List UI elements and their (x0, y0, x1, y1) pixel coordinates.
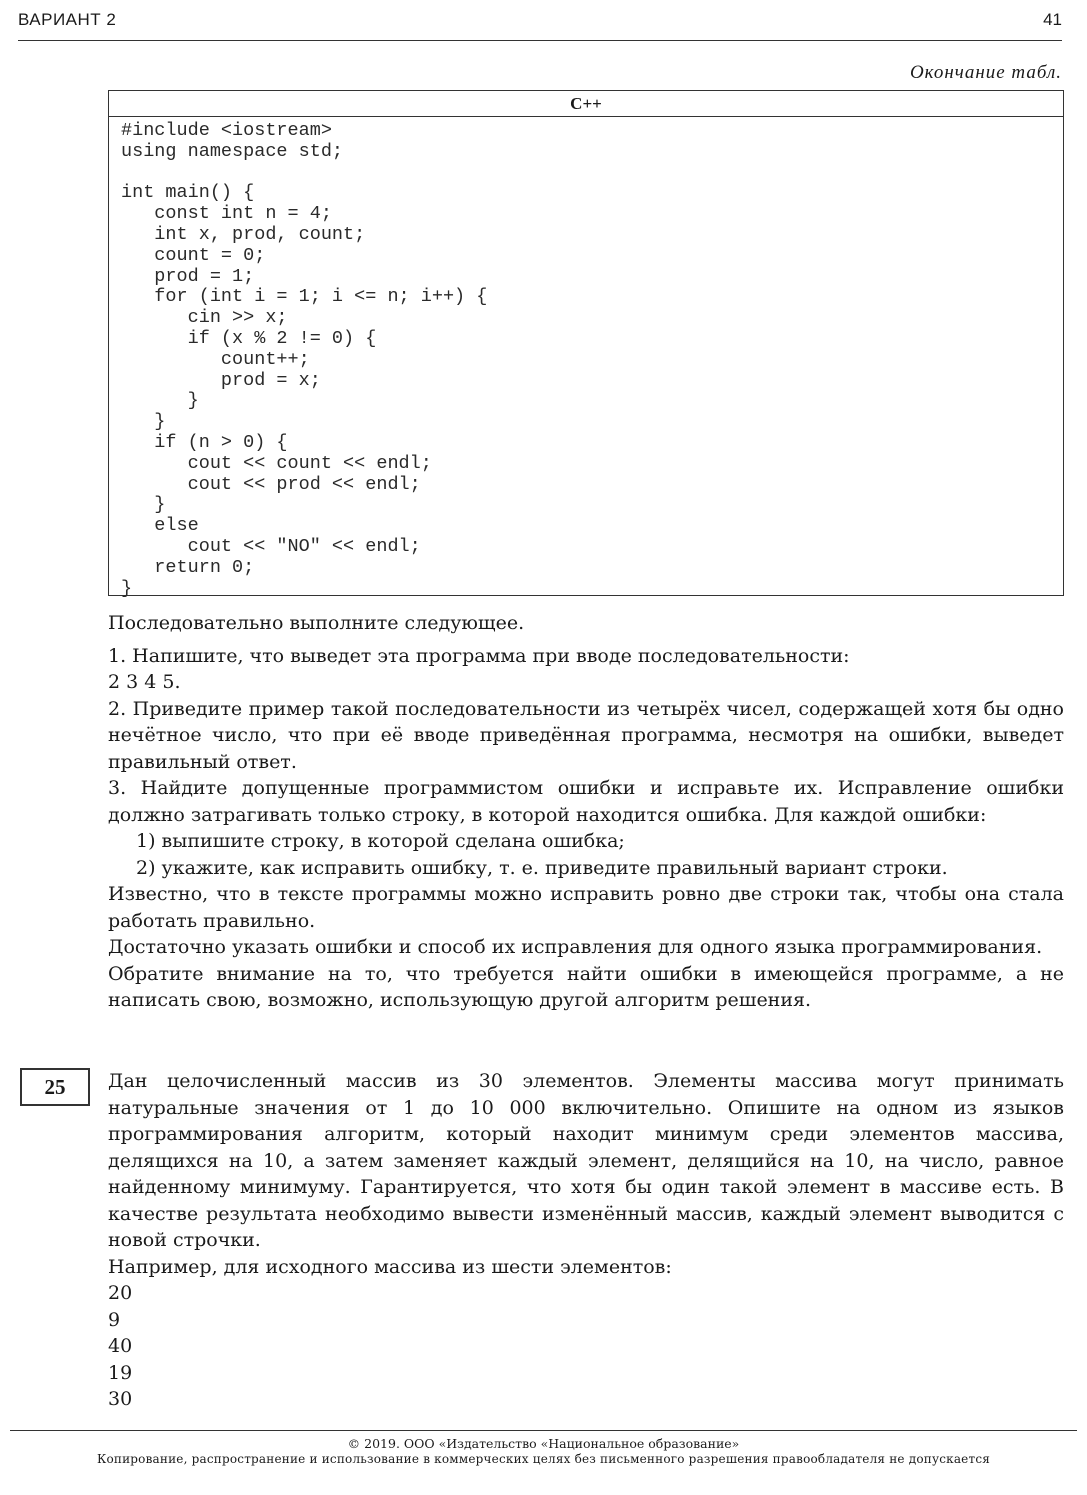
task25-example-intro: Например, для исходного массива из шести элементов: (108, 1255, 672, 1278)
task24-item-3: 3. Найдите допущенные программистом ошибки и исправьте их. Исправление ошибки должно затрагивать только строку, в которой находится ошибка. Для каждой ошибки: (108, 777, 1064, 826)
example-value: 30 (108, 1388, 133, 1410)
footer-notice: Копирование, распространение и использование в коммерческих целях без письменного разрешения правообладателя не допускается (96, 1452, 991, 1466)
task24-note-1: Известно, что в тексте программы можно исправить ровно две строки так, чтобы она стала работать правильно. (108, 883, 1064, 932)
code-line: count++; (121, 348, 310, 370)
code-line: cout << "NO" << endl; (121, 535, 421, 557)
code-line: cout << prod << endl; (121, 473, 421, 495)
code-line: } (121, 411, 166, 433)
code-line: using namespace std; (121, 140, 344, 162)
code-line: cin >> x; (121, 307, 288, 329)
task24-note-3: Обратите внимание на то, что требуется найти ошибки в имеющейся программе, а не написать свою, возможно, использующую другой алгоритм решения. (108, 962, 1064, 1011)
task25-content (108, 1068, 1064, 1413)
code-table (108, 90, 1064, 599)
task24-item-1-sequence: 2 3 4 5. (108, 671, 181, 693)
code-line: return 0; (121, 556, 255, 578)
task-number-badge: 25 (20, 1068, 90, 1106)
example-value: 20 (108, 1282, 133, 1304)
code-line (121, 163, 1063, 184)
code-line: } (121, 494, 166, 516)
task24-note-2: Достаточно указать ошибки и способ их исправления для одного языка программирования. (108, 936, 1043, 958)
code-line: if (x % 2 != 0) { (121, 327, 377, 349)
table-continuation-label: Окончание табл. (909, 62, 1062, 83)
code-line: prod = x; (121, 369, 321, 391)
task24-subitem-1: 1) выпишите строку, в которой сделана ошибка; (136, 830, 625, 852)
footer-divider (10, 1430, 1077, 1431)
code-line: int x, prod, count; (121, 223, 366, 245)
code-listing (109, 117, 1063, 599)
code-line: else (121, 515, 199, 537)
page-number: 41 (1043, 10, 1062, 29)
variant-label: ВАРИАНТ 2 (18, 10, 117, 29)
task24-subitem-2: 2) укажите, как исправить ошибку, т. е. приведите правильный вариант строки. (136, 856, 948, 879)
code-line: const int n = 4; (121, 203, 332, 225)
code-line: for (int i = 1; i <= n; i++) { (121, 286, 488, 308)
code-line: } (121, 577, 133, 599)
task25-statement: Дан целочисленный массив из 30 элементов. Элементы массива могут принимать натуральные значения от 1 до 10 000 включительно. Опишите на одном из языков программирования алгоритм, который находит минимум среди элементов массива, делящихся на 10, а затем заменяет каждый элемент, делящийся на 10, на число, равное найденному минимуму. Гарантируется, что хотя бы один такой элемент в массиве есть. В качестве результата необходимо вывести изменённый массив, каждый элемент выводится с новой строчки. (108, 1070, 1064, 1251)
task24-intro: Последовательно выполните следующее. (108, 612, 525, 634)
footer-copyright: © 2019. ООО «Издательство «Национальное образование» (347, 1436, 740, 1451)
code-line: } (121, 390, 199, 412)
code-line: count = 0; (121, 244, 266, 266)
code-line: cout << count << endl; (121, 452, 432, 474)
task24-item-2: 2. Приведите пример такой последовательности из четырёх чисел, содержащей хотя бы одно нечётное число, что при её вводе приведённая программа, несмотря на ошибки, выведет правильный ответ. (108, 697, 1064, 773)
header-divider (18, 40, 1062, 41)
code-line: if (n > 0) { (121, 431, 288, 453)
task24-instructions (108, 610, 1064, 1014)
example-value: 9 (108, 1308, 121, 1331)
code-language-header: C++ (109, 91, 1063, 117)
example-value: 19 (108, 1361, 133, 1384)
example-value: 40 (108, 1335, 133, 1357)
code-line: #include <iostream> (121, 120, 332, 141)
code-line: int main() { (121, 182, 255, 204)
code-line: prod = 1; (121, 265, 255, 287)
task24-item-1: 1. Напишите, что выведет эта программа при вводе последовательности: (108, 644, 850, 667)
